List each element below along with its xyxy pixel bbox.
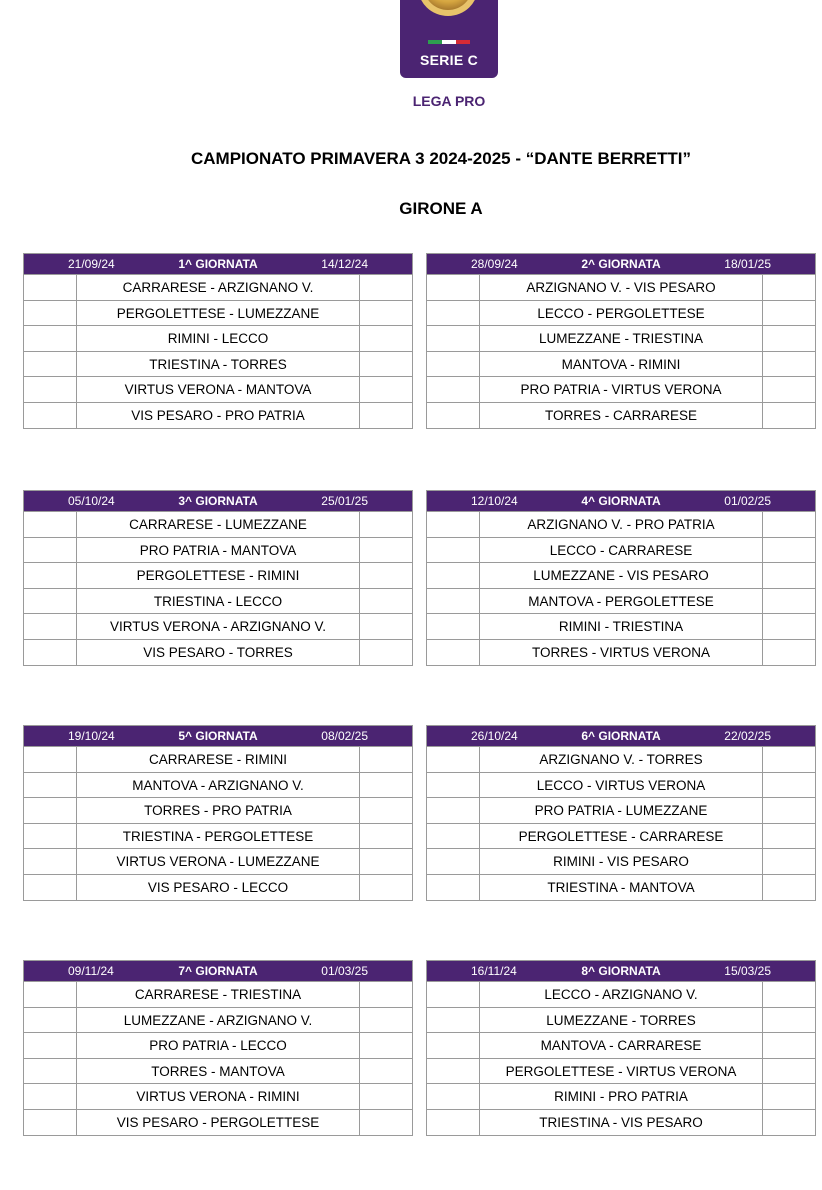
match-row	[24, 639, 412, 665]
home-score-cell	[427, 640, 480, 665]
match-row	[427, 1032, 815, 1058]
match-label: VIS PESARO - LECCO	[147, 879, 289, 895]
away-score-cell	[762, 538, 815, 563]
match-label: TORRES - PRO PATRIA	[144, 803, 292, 819]
match-row	[24, 325, 412, 351]
round-return-date: 22/02/25	[724, 729, 771, 743]
home-score-cell	[427, 1059, 480, 1084]
home-score-cell	[427, 512, 480, 537]
match-row	[24, 981, 412, 1007]
match-row	[427, 613, 815, 639]
lega-pro-label: LEGA PRO	[412, 93, 486, 109]
match-label: LUMEZZANE - TORRES	[546, 1012, 696, 1028]
match-row	[427, 746, 815, 772]
round-title: 3^ GIORNATA	[178, 494, 258, 508]
round-table	[426, 725, 816, 901]
away-score-cell	[359, 875, 412, 900]
round-start-date: 28/09/24	[471, 257, 518, 271]
round-table	[23, 725, 413, 901]
match-label: LECCO - ARZIGNANO V.	[544, 987, 698, 1002]
away-score-cell	[359, 640, 412, 665]
match-row	[24, 746, 412, 772]
match-row	[24, 874, 412, 900]
away-score-cell	[762, 1110, 815, 1135]
match-label: RIMINI - TRIESTINA	[558, 619, 684, 635]
round-title: 4^ GIORNATA	[581, 494, 661, 508]
match-row	[427, 639, 815, 665]
round-table	[23, 253, 413, 429]
away-score-cell	[762, 403, 815, 428]
match-label: LECCO - PERGOLETTESE	[537, 305, 705, 321]
home-score-cell	[427, 1110, 480, 1135]
home-score-cell	[24, 275, 77, 300]
round-title: 1^ GIORNATA	[178, 257, 258, 271]
match-row	[427, 1058, 815, 1084]
home-score-cell	[427, 589, 480, 614]
match-label: PERGOLETTESE - VIRTUS VERONA	[505, 1063, 737, 1079]
match-row	[427, 588, 815, 614]
round-start-date: 26/10/24	[471, 729, 518, 743]
match-label: VIRTUS VERONA - RIMINI	[136, 1089, 300, 1105]
match-row	[427, 1007, 815, 1033]
home-score-cell	[24, 403, 77, 428]
match-label: LUMEZZANE - ARZIGNANO V.	[123, 1012, 313, 1028]
match-row	[427, 1083, 815, 1109]
match-row	[427, 511, 815, 537]
match-row	[24, 537, 412, 563]
match-row	[427, 325, 815, 351]
away-score-cell	[359, 1059, 412, 1084]
match-label: LUMEZZANE - VIS PESARO	[533, 568, 709, 584]
round-title: 2^ GIORNATA	[581, 257, 661, 271]
away-score-cell	[359, 798, 412, 823]
away-score-cell	[359, 773, 412, 798]
match-label: MANTOVA - ARZIGNANO V.	[132, 777, 304, 793]
match-label: PRO PATRIA - VIRTUS VERONA	[520, 382, 722, 398]
match-label: TORRES - VIRTUS VERONA	[531, 644, 711, 660]
match-label: TORRES - CARRARESE	[544, 407, 698, 423]
match-row	[24, 300, 412, 326]
home-score-cell	[427, 1008, 480, 1033]
home-score-cell	[24, 352, 77, 377]
away-score-cell	[359, 377, 412, 402]
round-start-date: 21/09/24	[68, 257, 115, 271]
away-score-cell	[762, 377, 815, 402]
home-score-cell	[427, 1084, 480, 1109]
match-label: CARRARESE - LUMEZZANE	[129, 517, 307, 532]
away-score-cell	[359, 512, 412, 537]
match-label: VIRTUS VERONA - ARZIGNANO V.	[109, 619, 327, 635]
home-score-cell	[24, 875, 77, 900]
home-score-cell	[427, 982, 480, 1007]
home-score-cell	[24, 563, 77, 588]
away-score-cell	[359, 824, 412, 849]
round-table	[426, 253, 816, 429]
match-row	[24, 1032, 412, 1058]
away-score-cell	[762, 563, 815, 588]
match-label: TRIESTINA - MANTOVA	[547, 879, 695, 895]
match-row	[24, 1083, 412, 1109]
round-header	[24, 491, 412, 511]
away-score-cell	[762, 589, 815, 614]
match-label: PRO PATRIA - LUMEZZANE	[534, 803, 708, 819]
home-score-cell	[427, 875, 480, 900]
match-label: TRIESTINA - PERGOLETTESE	[122, 828, 314, 844]
home-score-cell	[427, 824, 480, 849]
match-row	[427, 351, 815, 377]
match-row	[427, 874, 815, 900]
match-row	[24, 351, 412, 377]
round-start-date: 09/11/24	[68, 964, 114, 978]
home-score-cell	[427, 377, 480, 402]
round-start-date: 19/10/24	[68, 729, 115, 743]
match-label: PRO PATRIA - LECCO	[149, 1038, 287, 1054]
home-score-cell	[24, 614, 77, 639]
match-row	[427, 562, 815, 588]
match-label: LECCO - VIRTUS VERONA	[536, 777, 706, 793]
round-header	[24, 254, 412, 274]
match-label: VIRTUS VERONA - MANTOVA	[124, 382, 312, 398]
round-table	[426, 960, 816, 1136]
match-row	[24, 1109, 412, 1135]
match-label: MANTOVA - RIMINI	[561, 356, 681, 372]
round-start-date: 12/10/24	[471, 494, 518, 508]
match-row	[427, 376, 815, 402]
round-header	[24, 961, 412, 981]
home-score-cell	[427, 326, 480, 351]
away-score-cell	[359, 982, 412, 1007]
away-score-cell	[762, 1084, 815, 1109]
home-score-cell	[427, 275, 480, 300]
away-score-cell	[762, 275, 815, 300]
round-header	[427, 491, 815, 511]
match-row	[427, 300, 815, 326]
match-label: PERGOLETTESE - LUMEZZANE	[116, 305, 320, 321]
home-score-cell	[24, 512, 77, 537]
home-score-cell	[24, 640, 77, 665]
home-score-cell	[24, 1084, 77, 1109]
home-score-cell	[24, 773, 77, 798]
match-row	[427, 402, 815, 428]
match-label: CARRARESE - RIMINI	[148, 752, 287, 767]
match-label: VIRTUS VERONA - LUMEZZANE	[116, 854, 320, 870]
away-score-cell	[762, 1033, 815, 1058]
away-score-cell	[359, 403, 412, 428]
logo-ring-icon	[418, 0, 478, 16]
round-return-date: 01/03/25	[321, 964, 368, 978]
match-row	[24, 613, 412, 639]
match-label: CARRARESE - ARZIGNANO V.	[122, 280, 314, 295]
match-row	[24, 1007, 412, 1033]
round-return-date: 18/01/25	[724, 257, 771, 271]
match-label: ARZIGNANO V. - VIS PESARO	[526, 280, 716, 295]
away-score-cell	[359, 538, 412, 563]
away-score-cell	[762, 875, 815, 900]
away-score-cell	[359, 326, 412, 351]
home-score-cell	[24, 301, 77, 326]
home-score-cell	[427, 747, 480, 772]
match-row	[427, 848, 815, 874]
home-score-cell	[24, 1059, 77, 1084]
match-row	[427, 537, 815, 563]
match-label: VIS PESARO - PRO PATRIA	[131, 407, 305, 423]
round-start-date: 05/10/24	[68, 494, 115, 508]
match-label: RIMINI - PRO PATRIA	[554, 1089, 688, 1105]
round-return-date: 14/12/24	[321, 257, 368, 271]
home-score-cell	[24, 849, 77, 874]
away-score-cell	[762, 301, 815, 326]
match-row	[427, 823, 815, 849]
round-table	[426, 490, 816, 666]
away-score-cell	[762, 824, 815, 849]
away-score-cell	[359, 1008, 412, 1033]
match-label: MANTOVA - CARRARESE	[540, 1038, 702, 1054]
round-table	[23, 490, 413, 666]
away-score-cell	[359, 614, 412, 639]
match-row	[427, 1109, 815, 1135]
away-score-cell	[359, 589, 412, 614]
round-table	[23, 960, 413, 1136]
match-label: VIS PESARO - PERGOLETTESE	[116, 1114, 320, 1130]
away-score-cell	[359, 563, 412, 588]
page-title: CAMPIONATO PRIMAVERA 3 2024-2025 - “DANTE BERRETTI”	[190, 149, 691, 168]
match-label: PERGOLETTESE - RIMINI	[136, 568, 300, 584]
match-label: LUMEZZANE - TRIESTINA	[538, 331, 704, 347]
round-header	[427, 726, 815, 746]
match-row	[24, 562, 412, 588]
round-header	[427, 254, 815, 274]
match-row	[427, 772, 815, 798]
round-header	[427, 961, 815, 981]
match-label: ARZIGNANO V. - PRO PATRIA	[527, 517, 715, 532]
away-score-cell	[359, 1084, 412, 1109]
home-score-cell	[24, 538, 77, 563]
away-score-cell	[762, 326, 815, 351]
match-row	[24, 511, 412, 537]
home-score-cell	[427, 301, 480, 326]
home-score-cell	[24, 1033, 77, 1058]
home-score-cell	[24, 824, 77, 849]
round-return-date: 08/02/25	[321, 729, 368, 743]
away-score-cell	[762, 849, 815, 874]
match-row	[24, 274, 412, 300]
round-return-date: 15/03/25	[724, 964, 771, 978]
away-score-cell	[762, 773, 815, 798]
away-score-cell	[359, 275, 412, 300]
home-score-cell	[427, 538, 480, 563]
match-row	[24, 376, 412, 402]
match-row	[24, 402, 412, 428]
match-label: TRIESTINA - LECCO	[153, 593, 283, 609]
match-label: MANTOVA - PERGOLETTESE	[528, 593, 714, 609]
home-score-cell	[427, 798, 480, 823]
home-score-cell	[24, 1110, 77, 1135]
round-title: 7^ GIORNATA	[178, 964, 258, 978]
away-score-cell	[762, 1059, 815, 1084]
away-score-cell	[359, 352, 412, 377]
match-row	[427, 981, 815, 1007]
match-label: RIMINI - VIS PESARO	[553, 854, 689, 870]
match-label: RIMINI - LECCO	[167, 331, 269, 347]
away-score-cell	[762, 640, 815, 665]
home-score-cell	[24, 1008, 77, 1033]
away-score-cell	[762, 798, 815, 823]
match-label: TRIESTINA - TORRES	[149, 356, 287, 372]
home-score-cell	[427, 1033, 480, 1058]
away-score-cell	[762, 747, 815, 772]
away-score-cell	[359, 1110, 412, 1135]
away-score-cell	[762, 512, 815, 537]
away-score-cell	[762, 982, 815, 1007]
home-score-cell	[24, 747, 77, 772]
home-score-cell	[24, 982, 77, 1007]
match-row	[427, 797, 815, 823]
match-row	[24, 588, 412, 614]
match-row	[24, 772, 412, 798]
round-title: 5^ GIORNATA	[178, 729, 258, 743]
match-row	[24, 1058, 412, 1084]
match-row	[24, 797, 412, 823]
match-label: CARRARESE - TRIESTINA	[134, 987, 302, 1002]
round-title: 6^ GIORNATA	[581, 729, 661, 743]
away-score-cell	[359, 849, 412, 874]
home-score-cell	[427, 352, 480, 377]
serie-c-logo	[400, 0, 498, 78]
away-score-cell	[359, 747, 412, 772]
round-header	[24, 726, 412, 746]
round-return-date: 01/02/25	[724, 494, 771, 508]
home-score-cell	[427, 849, 480, 874]
match-row	[24, 848, 412, 874]
match-label: VIS PESARO - TORRES	[143, 644, 293, 660]
italian-flag-icon	[428, 40, 470, 44]
away-score-cell	[762, 1008, 815, 1033]
round-title: 8^ GIORNATA	[581, 964, 661, 978]
match-label: PRO PATRIA - MANTOVA	[139, 542, 297, 558]
home-score-cell	[427, 403, 480, 428]
away-score-cell	[359, 1033, 412, 1058]
home-score-cell	[24, 377, 77, 402]
away-score-cell	[762, 614, 815, 639]
match-label: ARZIGNANO V. - TORRES	[539, 752, 703, 767]
match-label: PERGOLETTESE - CARRARESE	[518, 828, 724, 844]
group-title: GIRONE A	[399, 199, 483, 218]
home-score-cell	[427, 614, 480, 639]
match-row	[24, 823, 412, 849]
home-score-cell	[24, 798, 77, 823]
match-row	[427, 274, 815, 300]
logo-text: SERIE C	[419, 52, 479, 68]
away-score-cell	[762, 352, 815, 377]
away-score-cell	[359, 301, 412, 326]
match-label: TRIESTINA - VIS PESARO	[539, 1114, 703, 1130]
home-score-cell	[24, 589, 77, 614]
home-score-cell	[427, 773, 480, 798]
round-start-date: 16/11/24	[471, 964, 517, 978]
match-label: LECCO - CARRARESE	[549, 542, 693, 558]
round-return-date: 25/01/25	[321, 494, 368, 508]
match-label: TORRES - MANTOVA	[151, 1063, 285, 1079]
home-score-cell	[427, 563, 480, 588]
home-score-cell	[24, 326, 77, 351]
